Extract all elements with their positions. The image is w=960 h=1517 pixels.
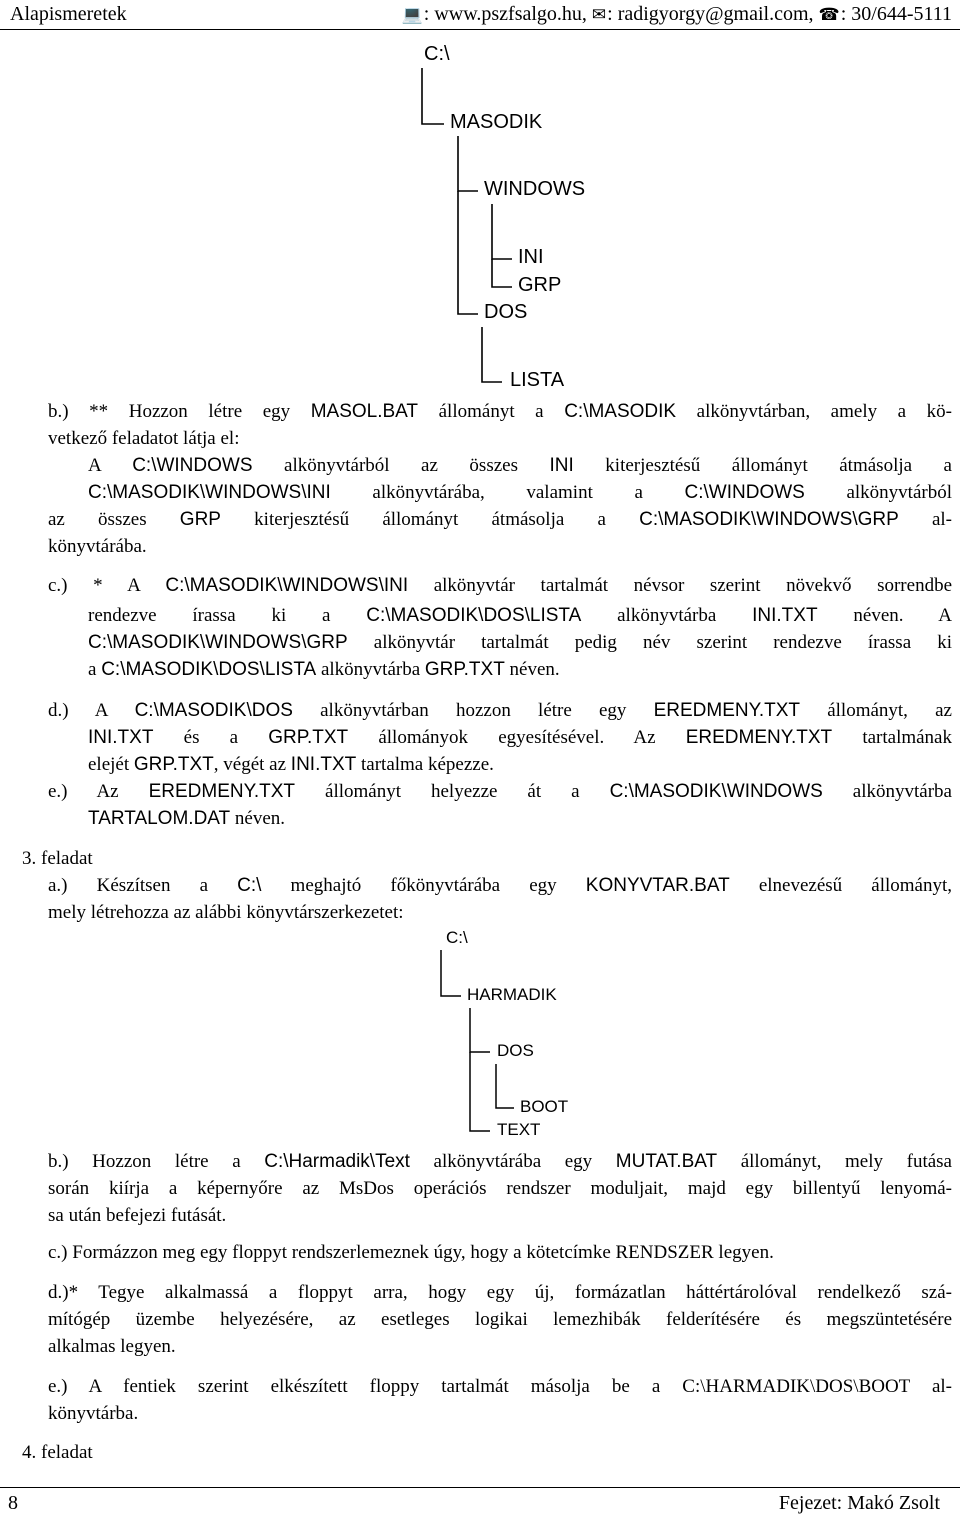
task-3e-line: könyvtárba. [48,1403,139,1424]
section-3-title: 3. feladat [22,848,93,869]
task-e-line: e.) Az EREDMENY.TXT állományt helyezze át a C:\MASODIK\WINDOWS alkönyvtárba [48,781,952,802]
tree2-root: C:\ [446,928,468,947]
tree2-text: TEXT [497,1120,541,1139]
task-d-line: elejét GRP.TXT, végét az INI.TXT tartalma képezze. [88,754,494,775]
header-mail: : radigyorgy@gmail.com, [607,3,814,25]
tree1-root: C:\ [424,43,450,65]
tree1-windows: WINDOWS [484,178,586,200]
page-number: 8 [8,1492,18,1514]
tree2-boot: BOOT [520,1097,569,1116]
task-3d-line: alkalmas legyen. [48,1336,176,1357]
task-d-line: d.) A C:\MASODIK\DOS alkönyvtárban hozzon létre egy EREDMENY.TXT állományt, az [48,700,952,721]
tree1-grp: GRP [518,274,562,296]
tree1-lista: LISTA [510,369,565,391]
task-3a-line: mely létrehozza az alábbi könyvtárszerkezetet: [48,902,404,923]
task-b-line: C:\MASODIK\WINDOWS\INI alkönyvtárába, valamint a C:\WINDOWS alkönyvtárból [88,482,952,503]
task-3c-line: c.) Formázzon meg egy floppyt rendszerlemeznek úgy, hogy a kötetcímke RENDSZER legyen. [48,1242,774,1263]
task-3d [48,1279,952,1360]
task-b-line: vetkező feladatot látja el: [48,428,240,449]
task-c-line: c.) * A C:\MASODIK\WINDOWS\INI alkönyvtár tartalmát névsor szerint növekvő sorrendbe [48,575,952,596]
tree1-masodik: MASODIK [450,111,543,133]
header-phone: : 30/644-5111 [840,3,952,25]
task-b-line: b.) ** Hozzon létre egy MASOL.BAT állományt a C:\MASODIK alkönyvtárban, amely a kö- [48,401,952,422]
task-c-line: a C:\MASODIK\DOS\LISTA alkönyvtárba GRP.TXT néven. [88,659,560,680]
task-b-line: könyvtárába. [48,536,147,557]
header-web: : www.pszfsalgo.hu, [423,3,587,25]
task-c-line: C:\MASODIK\WINDOWS\GRP alkönyvtár tartalmát pedig név szerint rendezve írassa ki [88,632,952,653]
computer-icon: 💻 [401,5,423,24]
task-3e [48,1373,952,1427]
task-b-line: az összes GRP kiterjesztésű állományt átmásolja a C:\MASODIK\WINDOWS\GRP al- [48,509,953,530]
section-4-title: 4. feladat [22,1442,93,1463]
task-3e-line: e.) A fentiek szerint elkészített floppy tartalmát másolja be a C:\HARMADIK\DOS\BOOT al- [48,1376,952,1397]
task-3b-line: során kiírja a képernyőre az MsDos operációs rendszer moduljait, majd egy billentyű lenyomá- [48,1178,952,1199]
task-3b-line: sa után befejezi futását. [48,1205,227,1226]
tree1-dos: DOS [484,301,528,323]
task-3d-line: mítógép üzembe helyezésére, az esetleges logikai lemezhibák felderítésére és megszüntetésére [48,1309,952,1330]
task-b-line: A C:\WINDOWS alkönyvtárból az összes INI kiterjesztésű állományt átmásolja a [88,455,952,476]
task-d-line: INI.TXT és a GRP.TXT állományok egyesítésével. Az EREDMENY.TXT tartalmának [88,727,952,748]
task-3b-line: b.) Hozzon létre a C:\Harmadik\Text alkönyvtárába egy MUTAT.BAT állományt, mely futása [48,1151,952,1172]
task-3b [48,1148,952,1229]
page-footer [0,1487,960,1517]
task-3d-line: d.)* Tegye alkalmassá a floppyt arra, hogy egy új, formázatlan háttértárolóval rendelkező szá- [48,1282,952,1303]
tree1-ini: INI [518,246,544,268]
tree2-harmadik: HARMADIK [467,985,557,1004]
footer-chapter: Fejezet: Makó Zsolt [778,1492,940,1514]
envelope-icon: ✉ [591,5,607,24]
header-title: Alapismeretek [10,3,127,25]
task-3c [48,1239,952,1266]
task-3a-line: a.) Készítsen a C:\ meghajtó főkönyvtárába egy KONYVTAR.BAT elnevezésű állományt, [48,875,952,896]
tree2-dos: DOS [497,1041,534,1060]
task-e-line: TARTALOM.DAT néven. [88,808,286,829]
task-c-line: rendezve írassa ki a C:\MASODIK\DOS\LISTA alkönyvtárba INI.TXT néven. A [88,605,952,626]
telephone-icon: ☎ [818,5,840,24]
